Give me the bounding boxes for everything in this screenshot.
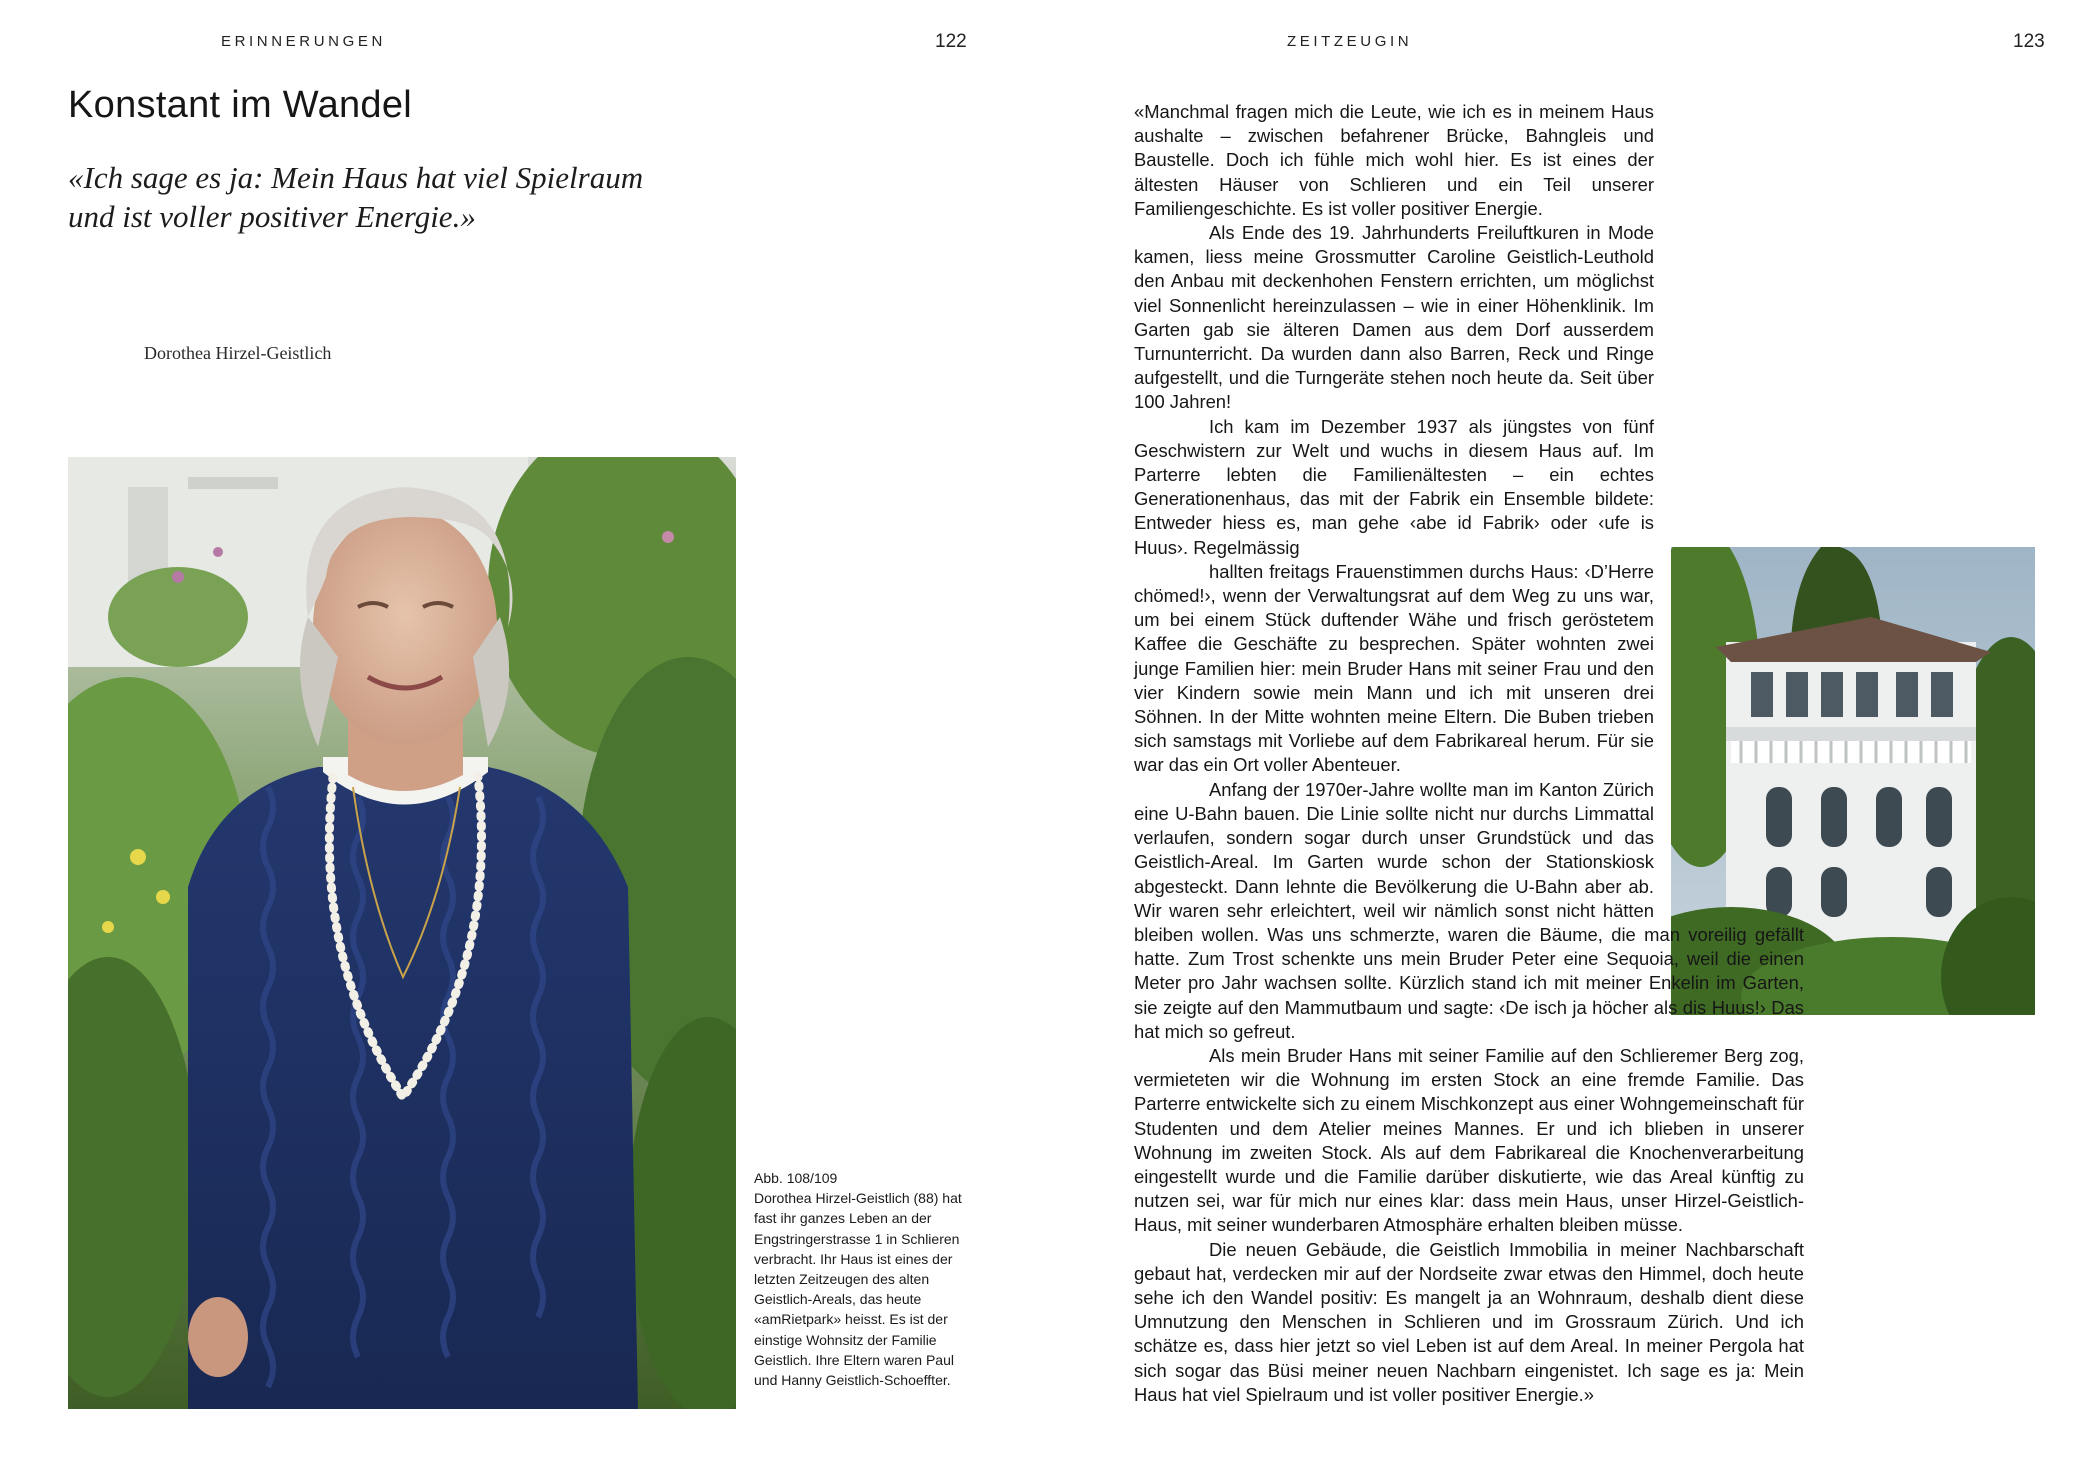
paragraph-3: Ich kam im Dezember 1937 als jüngstes von fünf Geschwistern zur Welt und wuchs in diesem Haus auf. Im Parterre lebten die Familienältesten – ein echtes Generationenhaus, das mit der Fabrik ein Ensemble bildete: Entweder hiess es, man gehe ‹abe id Fabrik› oder ‹ufe is Huus›. Regelmässig [1134, 415, 1654, 558]
article-body [1134, 100, 1804, 1407]
paragraph-5: Anfang der 1970er-Jahre wollte man im Kanton Zürich eine U-Bahn bauen. Die Linie sollte nicht nur durchs Limmattal verlaufen, sondern sogar durch unser Grundstück und das Geistlich-Areal. Im Garten wurde schon der Stationskiosk abgesteckt. Dann lehnte die Bevölkerung die U-Bahn aber ab. Wir waren sehr erleichtert, weil wir nämlich sonst nicht hätten bleiben wollen. Was uns schmerzte, waren die Bäume, die man voreilig gefällt hatte. Zum Trost schenkte uns mein Bruder Peter eine Sequoia, weil die einen Meter pro Jahr wachsen sollte. Kürzlich stand ich mit meiner Enkelin im Garten, sie zeigte auf den Mammutbaum und sagte: ‹De isch ja höcher als dis Huus!› Das hat mich so gefreut. [1134, 778, 1804, 1042]
author-name: Dorothea Hirzel-Geistlich [144, 343, 332, 363]
photo-caption [754, 1168, 974, 1390]
pull-quote [68, 158, 708, 236]
paragraph-1: «Manchmal fragen mich die Leute, wie ich es in meinem Haus aushalte – zwischen befahrener Brücke, Bahngleis und Baustelle. Doch ich fühle mich wohl hier. Es ist eines der ältesten Häuser von Schlieren und ein Teil unserer Familiengeschichte. Es ist voller positiver Energie. [1134, 101, 1654, 219]
folio-left: 122 [935, 31, 967, 52]
pull-quote-line-2: und ist voller positiver Energie.» [68, 199, 476, 234]
caption-reference: Abb. 108/109 [754, 1170, 838, 1186]
running-head-left: ERINNERUNGEN [221, 33, 386, 50]
paragraph-2: Als Ende des 19. Jahrhunderts Freiluftkuren in Mode kamen, liess meine Grossmutter Caroline Geistlich-Leuthold den Anbau mit deckenhohen Fenstern errichten, um möglichst viel Sonnenlicht hereinzulassen – wie in einer Höhenklinik. Im Garten gab sie älteren Damen aus dem Dorf ausserdem Turnunterricht. Da wurden dann also Barren, Reck und Ringe aufgestellt, und die Turngeräte stehen noch heute da. Seit über 100 Jahren! [1134, 222, 1654, 413]
page-title: Konstant im Wandel [68, 84, 413, 126]
pull-quote-line-1: «Ich sage es ja: Mein Haus hat viel Spielraum [68, 160, 644, 195]
folio-right: 123 [2013, 31, 2045, 52]
portrait-photo [68, 457, 736, 1409]
running-head-right: ZEITZEUGIN [1287, 33, 1413, 50]
paragraph-6: Als mein Bruder Hans mit seiner Familie auf den Schlieremer Berg zog, vermieteten wir die Wohnung im ersten Stock an eine fremde Familie. Das Parterre entwickelte sich zu einem Mischkonzept aus einer Wohngemeinschaft für Studenten und dem Atelier meines Mannes. Er und ich blieben in unserer Wohnung im zweiten Stock. Als auf dem Fabrikareal die Knochenverarbeitung eingestellt wurde und die Familie darüber diskutierte, wie das Areal künftig zu nutzen sei, war für mich nur eines klar: dass mein Haus, unser Hirzel-Geistlich-Haus, mit seiner wunderbaren Atmosphäre erhalten bleiben müsse. [1134, 1044, 1804, 1236]
paragraph-4: hallten freitags Frauenstimmen durchs Haus: ‹D’Herre chömed!›, wenn der Verwaltungsrat auf dem Weg zu uns war, um bei einem Stück duftender Wähe und frisch geröstetem Kaffee die Geschäfte zu besprechen. Später wohnten zwei junge Familien hier: mein Bruder Hans mit seiner Frau und den vier Kindern sowie mein Mann und ich mit unseren drei Söhnen. In der Mitte wohnten meine Eltern. Die Buben trieben sich samstags mit Vorliebe auf dem Fabrikareal herum. Für sie war das ein Ort voller Abenteuer. [1134, 560, 1654, 776]
image-wrap-spacer [1654, 429, 1804, 914]
caption-text: Dorothea Hirzel-Geistlich (88) hat fast ihr ganzes Leben an der Engstringerstrasse 1 in Schlieren verbracht. Ihr Haus ist eines der letzten Zeitzeugen des alten Geistlich-Areals, das heute «amRietpark» heisst. Es ist der einstige Wohnsitz der Familie Geistlich. Ihre Eltern waren Paul und Hanny Geistlich-Schoeffter. [754, 1190, 962, 1389]
portrait-illustration [68, 457, 736, 1409]
paragraph-7: Die neuen Gebäude, die Geistlich Immobilia in meiner Nachbarschaft gebaut hat, verdecken mir auf der Nordseite zwar etwas den Himmel, doch heute sehe ich den Wandel positiv: Es mangelt ja an Wohnraum, deshalb dient diese Umnutzung den Menschen in Schlieren und im Grossraum Zürich. Und ich schätze es, dass hier jetzt so viel Leben ist auf dem Areal. In meiner Pergola hat sich sogar das Büsi meiner neuen Nachbarn eingenistet. Ich sage es ja: Mein Haus hat viel Spielraum und ist voller positiver Energie.» [1134, 1238, 1804, 1405]
